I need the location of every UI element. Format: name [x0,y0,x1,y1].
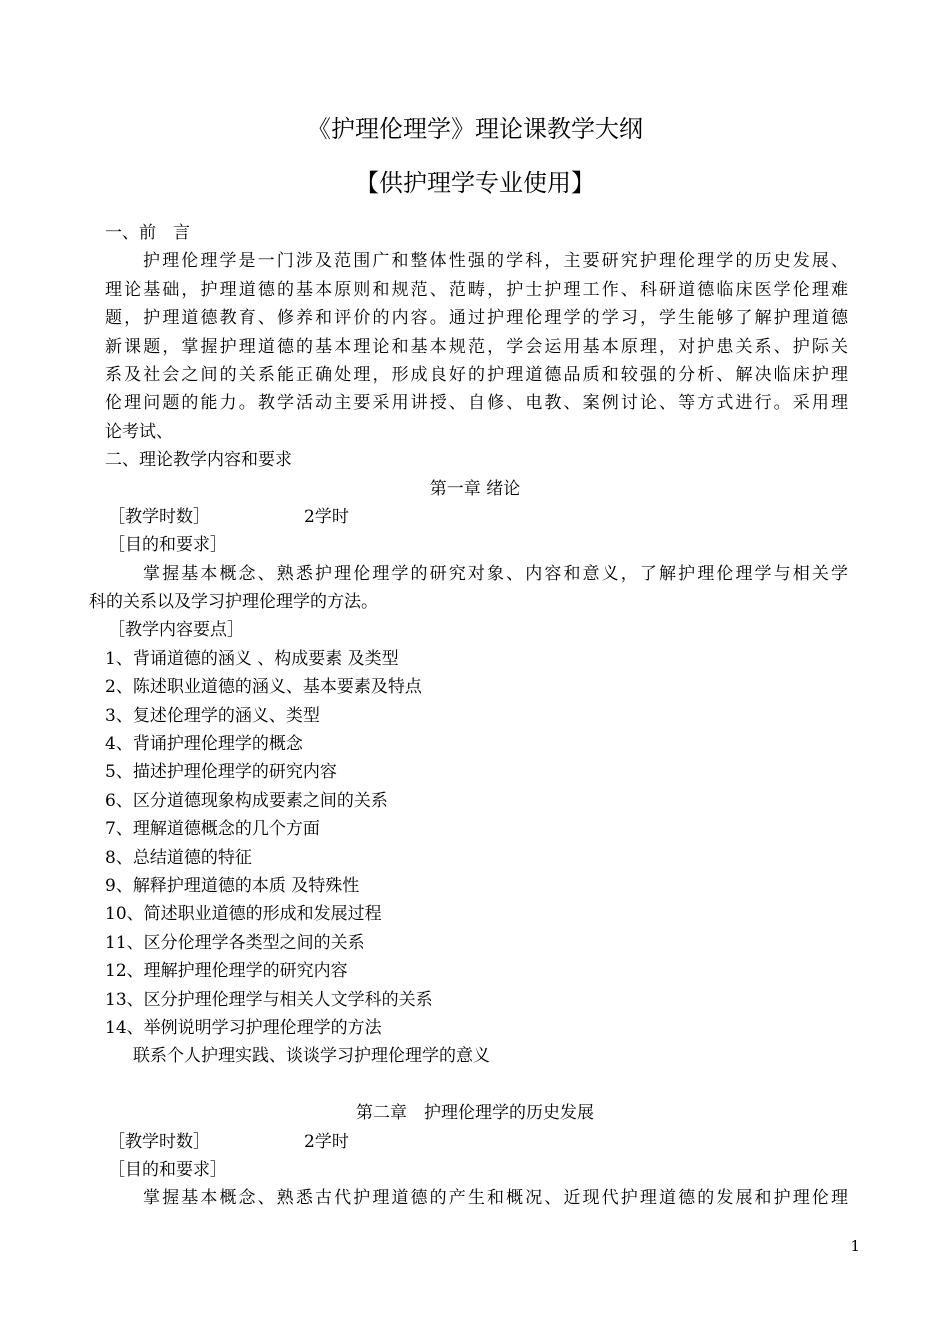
list-item: 10、简述职业道德的形成和发展过程 [105,904,382,925]
teaching-hours-value: 2学时 [304,1131,349,1152]
page-number: 1 [850,1237,860,1255]
teaching-hours-label: ［教学时数］ [108,1131,210,1152]
list-item: 1、背诵道德的涵义 、构成要素 及类型 [105,648,399,669]
preface-line: 护理伦理学是一门涉及范围广和整体性强的学科，主要研究护理伦理学的历史发展、 [143,251,848,272]
list-item: 3、复述伦理学的涵义、类型 [105,705,320,726]
preface-line: 理论基础，护理道德的基本原则和规范、范畴，护士护理工作、科研道德临床医学伦理难 [105,279,848,300]
purpose-label: ［目的和要求］ [108,1159,227,1180]
list-item: 9、解释护理道德的本质 及特殊性 [105,875,360,896]
list-item: 5、描述护理伦理学的研究内容 [105,762,337,783]
teaching-hours-label: ［教学时数］ [108,506,210,527]
list-item: 4、背诵护理伦理学的概念 [105,734,303,755]
list-item: 2、陈述职业道德的涵义、基本要素及特点 [105,677,422,698]
list-item: 8、总结道德的特征 [105,847,252,868]
preface-line: 论考试、 [105,421,173,442]
list-item: 14、举例说明学习护理伦理学的方法 [105,1017,382,1038]
purpose-line: 科的关系以及学习护理伦理学的方法。 [89,592,378,613]
purpose-line: 掌握基本概念、熟悉护理伦理学的研究对象、内容和意义，了解护理伦理学与相关学 [143,563,848,584]
preface-line: 题，护理道德教育、修养和评价的内容。通过护理伦理学的学习，学生能够了解护理道德 [105,308,848,329]
preface-line: 新课题，掌握护理道德的基本理论和基本规范，学会运用基本原理，对护患关系、护际关 [105,336,848,357]
preface-line: 系及社会之间的关系能正确处理，形成良好的护理道德品质和较强的分析、解决临床护理 [105,364,848,385]
list-item: 7、理解道德概念的几个方面 [105,819,320,840]
list-item: 12、理解护理伦理学的研究内容 [105,961,348,982]
teaching-hours-value: 2学时 [304,506,349,527]
purpose-line: 掌握基本概念、熟悉古代护理道德的产生和概况、近现代护理道德的发展和护理伦理 [143,1188,848,1209]
document-body [0,219,950,1213]
chapter-title: 第二章 护理伦理学的历史发展 [356,1103,594,1124]
content-points-label: ［教学内容要点］ [108,620,244,641]
practice-note: 联系个人护理实践、谈谈学习护理伦理学的意义 [133,1046,490,1067]
chapter-title: 第一章 绪论 [429,478,521,499]
preface-line: 伦理问题的能力。教学活动主要采用讲授、自修、电教、案例讨论、等方式进行。采用理 [105,393,848,414]
spacer [0,1071,950,1099]
purpose-label: ［目的和要求］ [108,535,227,556]
document-subtitle: 【供护理学专业使用】 [355,169,595,197]
preface-heading: 一、前 言 [105,223,190,243]
teaching-hours-row [108,1128,950,1156]
section-heading: 二、理论教学内容和要求 [105,450,292,471]
list-item: 11、区分伦理学各类型之间的关系 [105,932,365,953]
teaching-hours-row [108,503,950,531]
list-item: 13、区分护理伦理学与相关人文学科的关系 [105,989,433,1010]
list-item: 6、区分道德现象构成要素之间的关系 [105,790,388,811]
document-title: 《护理伦理学》理论课教学大纲 [307,115,643,143]
